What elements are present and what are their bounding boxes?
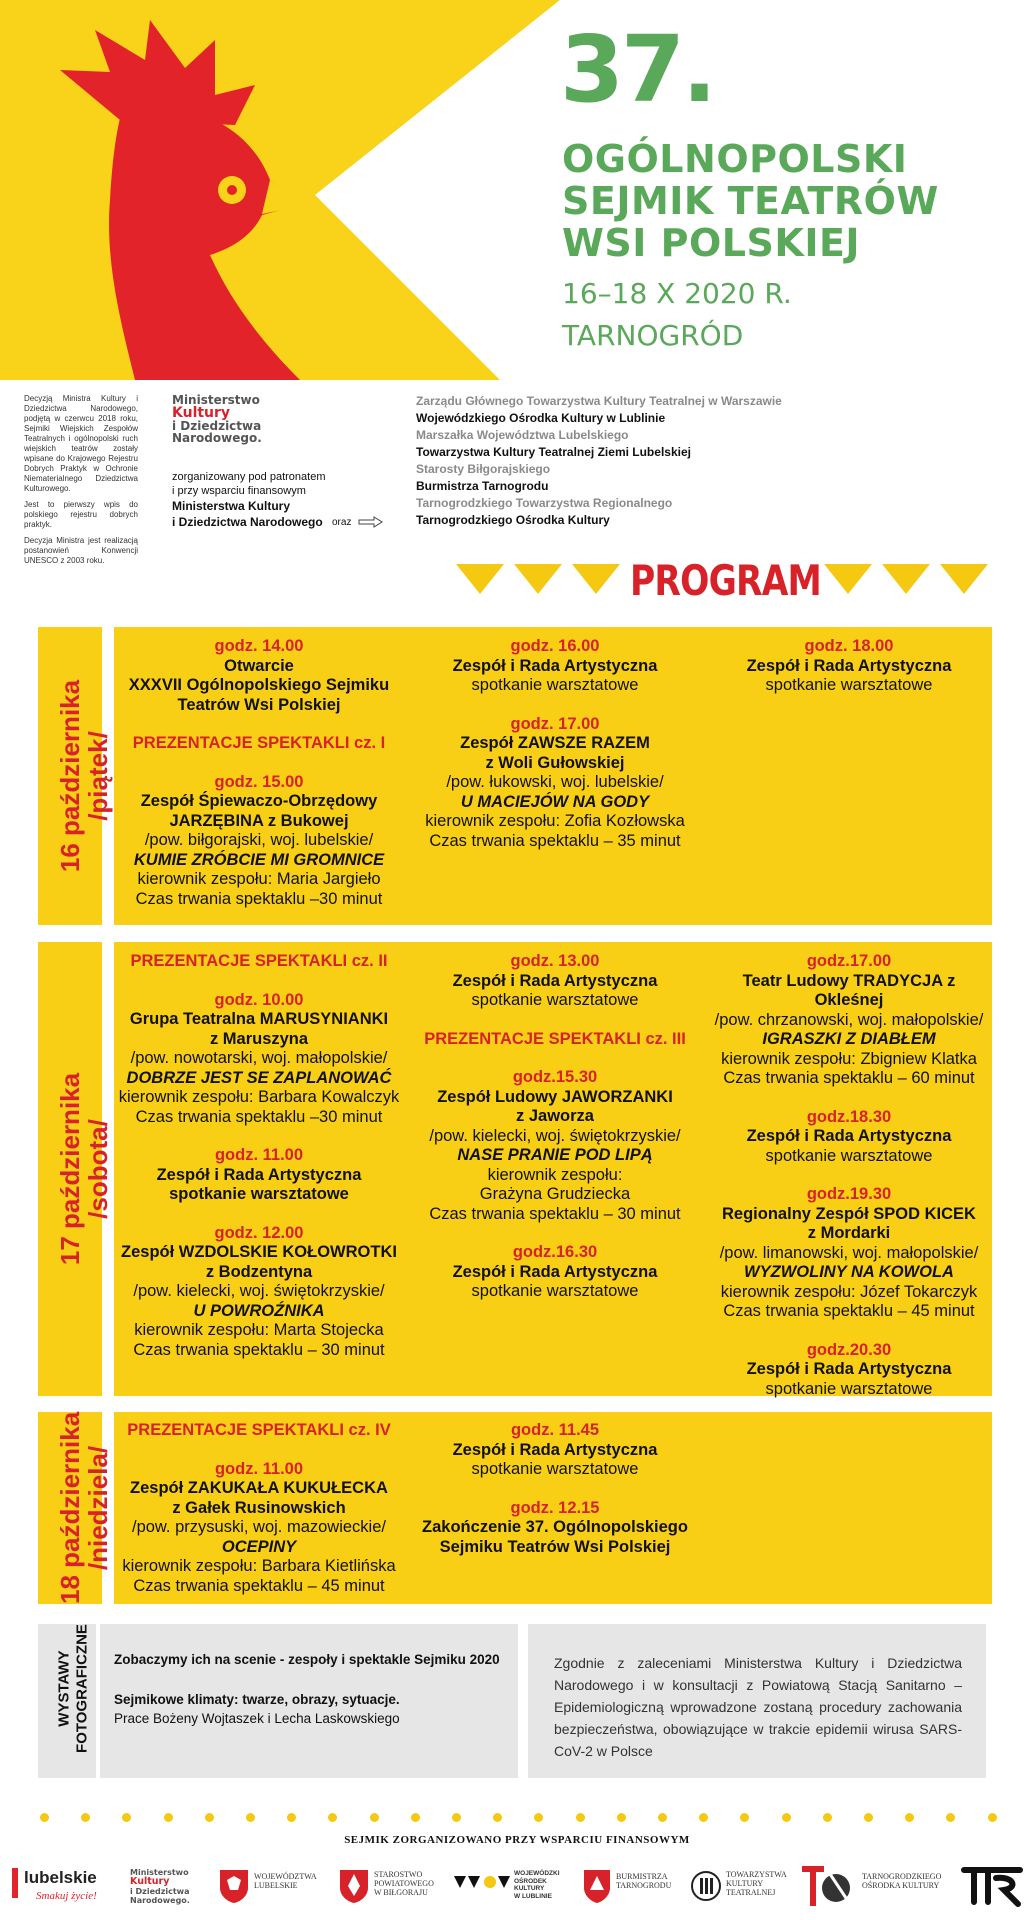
spacer [410, 1049, 700, 1068]
play-title: IGRASZKI Z DIABŁEM [762, 1030, 936, 1048]
organizer-item: Tarnogrodzkiego Towarzystwa Regionalnego [416, 496, 673, 510]
dot-decoration [617, 1813, 626, 1822]
sponsor-tok [862, 1872, 941, 1890]
patronage-line-2: i przy wsparciu finansowym [172, 485, 306, 497]
sponsor-wok-4: W LUBLINIE [514, 1892, 552, 1900]
exhibitions-label [38, 1624, 90, 1778]
event-detail: /pow. chrzanowski, woj. małopolskie/ [714, 1010, 984, 1029]
event-name: Regionalny Zespół SPOD KICEK [722, 1204, 976, 1223]
organizer-item: Wojewódzkiego Ośrodka Kultury w Lublinie [416, 411, 666, 425]
title-line-2: SEJMIK TEATRÓW [562, 179, 939, 223]
section-heading: PREZENTACJE SPEKTAKLI cz. IV [127, 1421, 391, 1439]
event-detail: Czas trwania spektaklu – 30 minut [133, 1340, 385, 1359]
event-name: Sejmiku Teatrów Wsi Polskiej [439, 1537, 671, 1556]
sponsor-ministry-1: Ministerstwo [130, 1868, 189, 1877]
event-name: JARZĘBINA z Bukowej [169, 811, 349, 830]
organizer-item: Marszałka Województwa Lubelskiego [416, 428, 629, 442]
patronage [172, 470, 325, 530]
day-label-17 [38, 942, 102, 1396]
spacer [114, 1127, 404, 1146]
tarnogrod-coat-of-arms-icon [582, 1868, 612, 1904]
exhibitions-label-1: WYSTAWY [55, 1650, 73, 1727]
event-time: godz.20.30 [806, 1340, 892, 1359]
sponsor-woj-2: LUBELSKIE [254, 1881, 298, 1890]
event-time: godz. 10.00 [214, 990, 304, 1009]
event-detail: kierownik zespołu: Barbara Kowalczyk [118, 1088, 400, 1106]
event-name: Zespół i Rada Artystyczna [452, 1262, 658, 1281]
spacer [114, 972, 404, 991]
event-name: z Bodzentyna [205, 1262, 313, 1281]
sponsor-tok-2: OŚRODKA KULTURY [862, 1881, 940, 1890]
day-17-column-1 [114, 952, 404, 1360]
event-name: XXXVII Ogólnopolskiego Sejmiku [128, 676, 390, 694]
sponsor-wok-2: OŚRODEK [514, 1877, 547, 1885]
event-name: Otwarcie [224, 656, 294, 675]
dot-decoration [782, 1813, 791, 1822]
patronage-line-1: zorganizowany pod patronatem [172, 471, 326, 483]
sponsor-burmistrz-2: TARNOGRODU [616, 1881, 672, 1890]
event-time: godz. 13.00 [510, 952, 600, 970]
event-time: godz. 18.00 [804, 637, 894, 655]
event-time: godz.19.30 [806, 1185, 892, 1203]
spacer [114, 1441, 404, 1460]
event-detail: kierownik zespołu: Marta Stojecka [134, 1321, 384, 1339]
spacer [706, 1322, 992, 1341]
event-detail: Czas trwania spektaklu –30 minut [135, 1107, 383, 1126]
exhibitions-box [38, 1624, 518, 1778]
event-detail: kierownik zespołu: [487, 1165, 623, 1184]
event-name: Grupa Teatralna MARUSYNIANKI [129, 1010, 389, 1028]
ttr-logo-icon [960, 1862, 1026, 1908]
event-detail: kierownik zespołu: Maria Jargieło [137, 870, 381, 888]
event-time: godz.17.00 [806, 952, 892, 970]
unesco-note-3: Decyzja Ministra jest realizacją postanowień Konwencji UNESCO z 2003 roku. [24, 536, 138, 565]
dot-decoration [452, 1813, 461, 1822]
event-time: godz.16.30 [512, 1243, 598, 1261]
spacer [410, 1011, 700, 1030]
triangle-decoration [882, 564, 930, 594]
play-title: WYZWOLINY NA KOWOLA [744, 1263, 954, 1281]
triangle-decoration [940, 564, 988, 594]
arrow-right-icon [358, 516, 384, 528]
event-name: Zespół Ludowy JAWORZANKI [437, 1087, 673, 1106]
sponsor-wok-3: KULTURY [514, 1885, 545, 1892]
event-detail: kierownik zespołu: Barbara Kietlińska [122, 1557, 396, 1575]
event-detail: spotkanie warsztatowe [471, 676, 639, 694]
event-time: godz.15.30 [512, 1068, 598, 1086]
event-detail: Czas trwania spektaklu – 35 minut [429, 831, 681, 850]
event-name: Zespół i Rada Artystyczna [452, 656, 658, 675]
exhibition-2: Sejmikowe klimaty: twarze, obrazy, sytuacje. [114, 1692, 400, 1707]
event-detail: /pow. nowotarski, woj. małopolskie/ [130, 1049, 388, 1067]
patronage-ministry-1: Ministerstwa Kultury [172, 499, 291, 513]
day-label-18-weekday: /niedziela/ [83, 1445, 113, 1571]
ministry-logo-line-3: i Dziedzictwa [172, 419, 262, 433]
lubelskie-mark-icon [10, 1868, 24, 1898]
play-title: DOBRZE JEST SE ZAPLANOWAĆ [126, 1068, 392, 1087]
event-detail: /pow. łukowski, woj. lubelskie/ [446, 773, 664, 791]
event-name: z Gałek Rusinowskich [172, 1498, 346, 1517]
sponsor-tkt-2: KULTURY [726, 1879, 764, 1888]
sponsor-ministry-4: Narodowego. [130, 1896, 190, 1905]
event-name: z Jaworza [516, 1107, 594, 1125]
tkt-logo-icon [690, 1868, 722, 1904]
triangle-decoration [824, 564, 872, 594]
event-detail: /pow. biłgorajski, woj. lubelskie/ [144, 831, 374, 849]
patronage-ministry-2: i Dziedzictwa Narodowego [172, 515, 323, 529]
event-detail: /pow. kielecki, woj. świętokrzyskie/ [133, 1282, 385, 1300]
title-line-3: WSI POLSKIEJ [562, 221, 861, 265]
ministry-logo-line-4: Narodowego. [172, 431, 262, 445]
day-label-16-weekday: /piątek/ [83, 731, 113, 821]
unesco-note-1: Decyzją Ministra Kultury i Dziedzictwa Narodowego, podjętą w czerwcu 2018 roku, Sejmiki Wiejskich Zespołów Teatralnych i ogólnopolski ruch wiejskich teatrów zostały wpisane do Krajowego Rejestru Dobrych Praktyk w Ochronie Niematerialnego Dziedzictwa Kulturowego. [24, 394, 138, 493]
event-time: godz. 11.45 [510, 1421, 600, 1439]
spacer [410, 1480, 700, 1499]
day-label-18-date: 18 października [55, 1411, 85, 1604]
dot-decoration [905, 1813, 914, 1822]
event-detail: Czas trwania spektaklu – 30 minut [429, 1204, 681, 1223]
event-detail: spotkanie warsztatowe [471, 1282, 639, 1300]
sponsor-woj [254, 1872, 317, 1890]
dot-decoration [370, 1813, 379, 1822]
day-18-column-2 [410, 1421, 700, 1557]
rooster-illustration [0, 0, 560, 380]
event-detail: spotkanie warsztatowe [471, 1460, 639, 1478]
event-name: Zakończenie 37. Ogólnopolskiego [422, 1518, 688, 1536]
day-label-16-date: 16 października [55, 679, 85, 873]
event-name: z Woli Gułowskiej [485, 753, 625, 772]
spacer [114, 1205, 404, 1224]
event-time: godz. 16.00 [510, 637, 600, 655]
event-name: Zespół i Rada Artystyczna [452, 1440, 658, 1459]
event-name: Zespół i Rada Artystyczna [746, 1127, 952, 1145]
event-detail: Czas trwania spektaklu – 45 minut [723, 1302, 975, 1320]
festival-place: TARNOGRÓD [562, 319, 744, 352]
unesco-note [24, 394, 138, 566]
day-16-column-3 [706, 637, 992, 696]
event-detail: spotkanie warsztatowe [765, 1379, 933, 1398]
sponsor-starostwo [374, 1870, 434, 1897]
event-name: z Mordarki [807, 1224, 891, 1242]
dot-decoration [493, 1813, 502, 1822]
sponsor-ministry-logo [130, 1868, 190, 1905]
sponsor-wok-1: WOJEWÓDZKI [514, 1870, 560, 1877]
event-name: Zespół i Rada Artystyczna [156, 1165, 362, 1184]
event-time: godz. 11.00 [214, 1459, 304, 1478]
organizer-item: Starosty Biłgorajskiego [416, 462, 551, 476]
oraz-label: oraz [332, 517, 352, 528]
event-detail: /pow. przysuski, woj. mazowieckie/ [131, 1518, 386, 1536]
title-line-1: OGÓLNOPOLSKI [562, 137, 908, 181]
organizer-item: Tarnogrodzkiego Ośrodka Kultury [416, 513, 610, 527]
event-name: Zespół Śpiewaczo-Obrzędowy [140, 792, 378, 810]
event-name: Zespół i Rada Artystyczna [746, 656, 952, 675]
event-name: Zespół WZDOLSKIE KOŁOWROTKI [121, 1243, 397, 1261]
tok-logo-icon [800, 1864, 860, 1910]
organizer-item: Towarzystwa Kultury Teatralnej Ziemi Lubelskiej [416, 445, 691, 459]
event-time: godz.18.30 [806, 1107, 892, 1126]
lubelskie-coat-of-arms-icon [218, 1868, 250, 1904]
exhibition-2-authors: Prace Bożeny Wojtaszek i Lecha Laskowskiego [114, 1711, 400, 1726]
spacer [410, 1224, 700, 1243]
event-time: godz. 12.15 [510, 1498, 600, 1517]
play-title: OCEPINY [221, 1537, 297, 1556]
event-detail: /pow. limanowski, woj. małopolskie/ [719, 1243, 979, 1262]
section-heading: PREZENTACJE SPEKTAKLI cz. I [132, 734, 386, 752]
event-detail: Czas trwania spektaklu –30 minut [135, 889, 383, 908]
day-label-17-date: 17 października [55, 1072, 85, 1266]
safety-notice: Zgodnie z zaleceniami Ministerstwa Kultury i Dziedzictwa Narodowego i w konsultacji z Powiatową Stacją Sanitarno – Epidemiologiczną wprowadzone zostaną procedury zachowania bezpieczeństwa, obowiązujące w trakcie epidemii wirusa SARS-CoV-2 w Polsce [554, 1655, 962, 1759]
event-time: godz. 12.00 [214, 1223, 304, 1242]
section-heading: PREZENTACJE SPEKTAKLI cz. II [130, 952, 388, 970]
exhibitions-divider [96, 1624, 100, 1778]
lubelskie-logo [10, 1864, 106, 1912]
event-time: godz. 15.00 [214, 772, 304, 791]
day-16-column-2 [410, 637, 700, 851]
exhibition-1: Zobaczymy ich na scenie - zespoły i spektakle Sejmiku 2020 [114, 1652, 500, 1667]
dot-decoration [122, 1813, 131, 1822]
edition-number: 37. [560, 16, 714, 123]
triangle-decoration [514, 564, 562, 594]
festival-dates: 16–18 X 2020 R. [562, 277, 792, 310]
play-title: U MACIEJÓW NA GODY [460, 792, 650, 811]
lubelskie-wordmark: lubelskie [24, 1868, 97, 1887]
day-label-17-weekday: /sobota/ [83, 1119, 113, 1219]
triangle-decoration [572, 564, 620, 594]
organizers-list [416, 393, 796, 529]
sponsor-ministry-2: Kultury [130, 1876, 170, 1887]
dot-decoration [81, 1813, 90, 1822]
event-name: spotkanie warsztatowe [169, 1185, 349, 1203]
dot-decoration [576, 1813, 585, 1822]
sponsor-woj-1: WOJEWÓDZTWA [254, 1872, 317, 1881]
event-time: godz. 17.00 [510, 714, 600, 733]
dot-decoration [658, 1813, 667, 1822]
event-name: z Maruszyna [209, 1029, 309, 1048]
day-17-column-3 [706, 952, 992, 1399]
day-17-column-2 [410, 952, 700, 1302]
day-label-16 [38, 627, 102, 925]
event-detail: kierownik zespołu: Zofia Kozłowska [425, 812, 685, 830]
sponsor-tok-1: TARNOGRODZKIEGO [862, 1872, 942, 1881]
ministry-logo-line-1: Ministerstwo [172, 393, 260, 407]
dot-decoration [534, 1813, 543, 1822]
ministry-logo [172, 394, 262, 444]
event-detail: Grażyna Grudziecka [479, 1185, 631, 1203]
event-detail: /pow. kielecki, woj. świętokrzyskie/ [429, 1126, 681, 1145]
event-time: godz. 14.00 [214, 637, 304, 655]
event-detail: kierownik zespołu: Zbigniew Klatka [721, 1049, 977, 1068]
ministry-logo-line-2: Kultury [172, 405, 231, 421]
event-name: Teatrów Wsi Polskiej [177, 695, 341, 714]
spacer [706, 1089, 992, 1108]
event-name: Zespół i Rada Artystyczna [746, 1360, 952, 1378]
exhibitions-label-2: FOTOGRAFICZNE [73, 1624, 91, 1753]
sponsor-starostwo-3: W BIŁGORAJU [374, 1888, 428, 1897]
sponsor-starostwo-1: STAROSTWO [374, 1870, 423, 1879]
event-detail: kierownik zespołu: Józef Tokarczyk [720, 1282, 978, 1301]
sponsor-wok [514, 1870, 560, 1900]
sponsor-burmistrz [616, 1872, 671, 1890]
event-detail: spotkanie warsztatowe [765, 676, 933, 694]
sponsor-tkt-1: TOWARZYSTWA [726, 1870, 787, 1879]
dot-decoration [205, 1813, 214, 1822]
sponsor-starostwo-2: POWIATOWEGO [374, 1879, 434, 1888]
section-heading: PREZENTACJE SPEKTAKLI cz. III [424, 1029, 686, 1048]
play-title: NASE PRANIE POD LIPĄ [457, 1146, 653, 1164]
organizer-item: Burmistrza Tarnogrodu [416, 479, 549, 493]
wok-logo-icon [454, 1874, 510, 1892]
event-detail: Czas trwania spektaklu – 45 minut [133, 1576, 385, 1595]
dot-decoration [740, 1813, 749, 1822]
dot-decoration [246, 1813, 255, 1822]
spacer [114, 754, 404, 773]
dot-decoration [699, 1813, 708, 1822]
dot-decoration [40, 1813, 49, 1822]
dot-decoration [287, 1813, 296, 1822]
day-18-column-1 [114, 1421, 404, 1596]
event-detail: Czas trwania spektaklu – 60 minut [723, 1069, 975, 1087]
dot-decoration [164, 1813, 173, 1822]
organizer-item: Zarządu Głównego Towarzystwa Kultury Teatralnej w Warszawie [416, 394, 782, 408]
play-title: KUMIE ZRÓBCIE MI GROMNICE [133, 850, 385, 869]
lubelskie-tagline: Smakuj życie! [36, 1890, 97, 1902]
event-name: Teatr Ludowy TRADYCJA z Okleśnej [742, 971, 956, 1009]
event-time: godz. 11.00 [214, 1146, 304, 1164]
dot-decoration [864, 1813, 873, 1822]
dot-decoration [946, 1813, 955, 1822]
play-title: U POWROŹNIKA [193, 1301, 325, 1320]
bilgoraj-coat-of-arms-icon [338, 1868, 370, 1904]
day-label-18 [38, 1412, 102, 1604]
sponsors-heading: SEJMIK ZORGANIZOWANO PRZY WSPARCIU FINANSOWYM [344, 1834, 690, 1846]
sponsor-tkt-3: TEATRALNEJ [726, 1888, 776, 1897]
spacer [114, 715, 404, 734]
sponsor-tkt [726, 1870, 787, 1897]
dot-decoration [411, 1813, 420, 1822]
dot-decoration [823, 1813, 832, 1822]
dot-decoration [328, 1813, 337, 1822]
sponsor-burmistrz-1: BURMISTRZA [616, 1872, 668, 1881]
spacer [410, 696, 700, 715]
triangle-decoration [456, 564, 504, 594]
unesco-note-2: Jest to pierwszy wpis do polskiego rejestru dobrych praktyk. [24, 500, 138, 529]
safety-notice-box [528, 1624, 986, 1778]
event-name: Zespół ZAKUKAŁA KUKUŁECKA [130, 1479, 388, 1497]
event-name: Zespół i Rada Artystyczna [452, 971, 658, 990]
spacer [706, 1166, 992, 1185]
dot-decoration [988, 1813, 997, 1822]
event-detail: spotkanie warsztatowe [471, 991, 639, 1009]
sponsor-ministry-3: i Dziedzictwa [130, 1887, 190, 1896]
program-heading: PROGRAM [630, 556, 822, 605]
event-detail: spotkanie warsztatowe [765, 1146, 933, 1165]
day-16-column-1 [114, 637, 404, 909]
event-name: Zespół ZAWSZE RAZEM [460, 734, 650, 752]
